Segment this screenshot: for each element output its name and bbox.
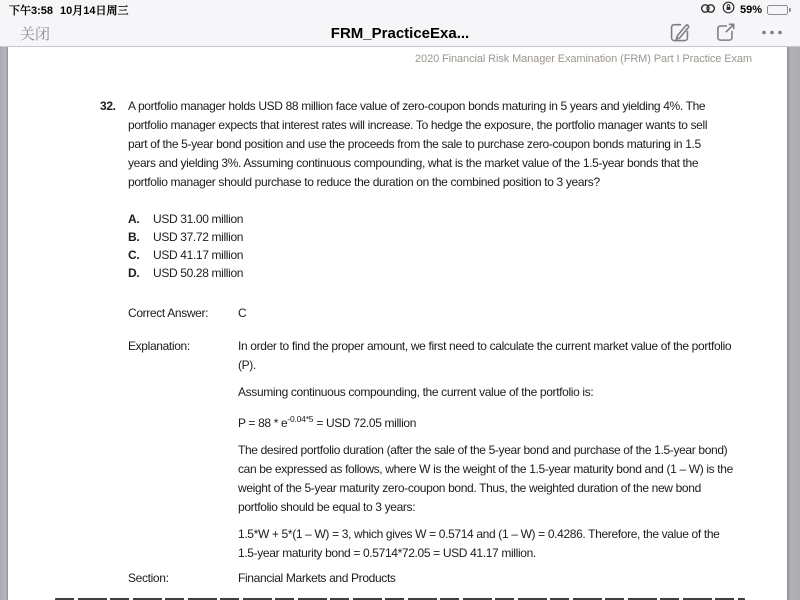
formula-suffix: = USD 72.05 million (313, 416, 417, 430)
status-bar (0, 0, 800, 20)
correct-answer-label: Correct Answer: (128, 306, 209, 320)
markup-icon[interactable] (668, 21, 691, 44)
question-number: 32. (100, 99, 116, 113)
status-indicators (699, 1, 791, 19)
choice-b (128, 228, 747, 246)
formula-prefix: P = 88 * e (238, 416, 288, 430)
explanation-paragraph: 1.5*W + 5*(1 – W) = 3, which gives W = 0.5714 and (1 – W) = 0.4286. Therefore, the value of the 1.5-year maturity bond = 0.5714*72.05 = USD 41.17 million. (238, 527, 720, 560)
choice-text: USD 41.17 million (153, 248, 244, 262)
explanation-label: Explanation: (128, 339, 190, 353)
choice-letter: C. (128, 248, 140, 262)
pdf-page (8, 47, 787, 600)
choice-letter: A. (128, 212, 140, 226)
previous-page-edge[interactable] (0, 47, 8, 600)
battery-percent: 59% (739, 4, 762, 16)
choice-d (128, 264, 747, 282)
document-title: FRM_PracticeExa... (330, 25, 470, 42)
explanation-paragraph: Assuming continuous compounding, the current value of the portfolio is: (238, 385, 594, 399)
explanation-formula (238, 410, 738, 433)
pdf-viewer[interactable] (0, 47, 800, 600)
explanation-paragraph: The desired portfolio duration (after the sale of the 5-year bond and purchase of the 1.5-year bond) can be expressed as follows, where W is the weight of the 1.5-year maturity bond and (1 – W) is the weight of the 5-year maturity zero-coupon bond. Thus, the weighted duration of the new bond portfolio should be equal to 3 years: (238, 443, 733, 514)
document-header: 2020 Financial Risk Manager Examination (FRM) Part I Practice Exam (415, 53, 752, 65)
status-time: 下午3:58 (9, 5, 54, 17)
choice-letter: D. (128, 266, 140, 280)
battery-icon (767, 5, 791, 15)
status-date: 10月14日周三 (60, 5, 129, 17)
choice-text: USD 37.72 million (153, 230, 244, 244)
choice-c (128, 246, 747, 264)
section-label: Section: (128, 571, 169, 585)
next-page-edge[interactable] (787, 47, 800, 600)
section-row (128, 569, 747, 588)
personal-hotspot-icon (699, 1, 717, 19)
more-options-icon[interactable] (760, 21, 784, 44)
status-time-date (9, 2, 136, 18)
share-icon[interactable] (714, 21, 737, 44)
choice-text: USD 50.28 million (153, 266, 244, 280)
correct-answer-row (128, 304, 747, 323)
correct-answer-value: C (238, 306, 247, 320)
explanation-row (128, 337, 747, 563)
explanation-text (238, 337, 738, 563)
document-toolbar (0, 20, 800, 47)
toolbar-actions (668, 21, 784, 44)
choice-a (128, 210, 747, 228)
section-value: Financial Markets and Products (238, 571, 396, 585)
question-block (100, 97, 747, 192)
answer-choices (128, 210, 747, 282)
choice-letter: B. (128, 230, 140, 244)
close-button[interactable]: 关闭 (20, 23, 50, 44)
orientation-lock-icon (722, 1, 735, 19)
explanation-paragraph: In order to find the proper amount, we first need to calculate the current market value of the portfolio (P). (238, 339, 732, 372)
top-bars (0, 0, 800, 47)
formula-exponent: -0.04*5 (287, 414, 314, 424)
question-text: A portfolio manager holds USD 88 million face value of zero-coupon bonds maturing in 5 years and yielding 4%. The portfolio manager expects that interest rates will increase. To hedge the exposure, the portfolio manager wants to sell part of the 5-year bond position and use the proceeds from the sale to purchase zero-coupon bonds maturing in 1.5 years and yielding 3%. Assuming continuous compounding, what is the market value of the 1.5-year bonds that the portfolio manager should purchase to reduce the duration on the combined position to 3 years? (128, 99, 708, 189)
choice-text: USD 31.00 million (153, 212, 244, 226)
